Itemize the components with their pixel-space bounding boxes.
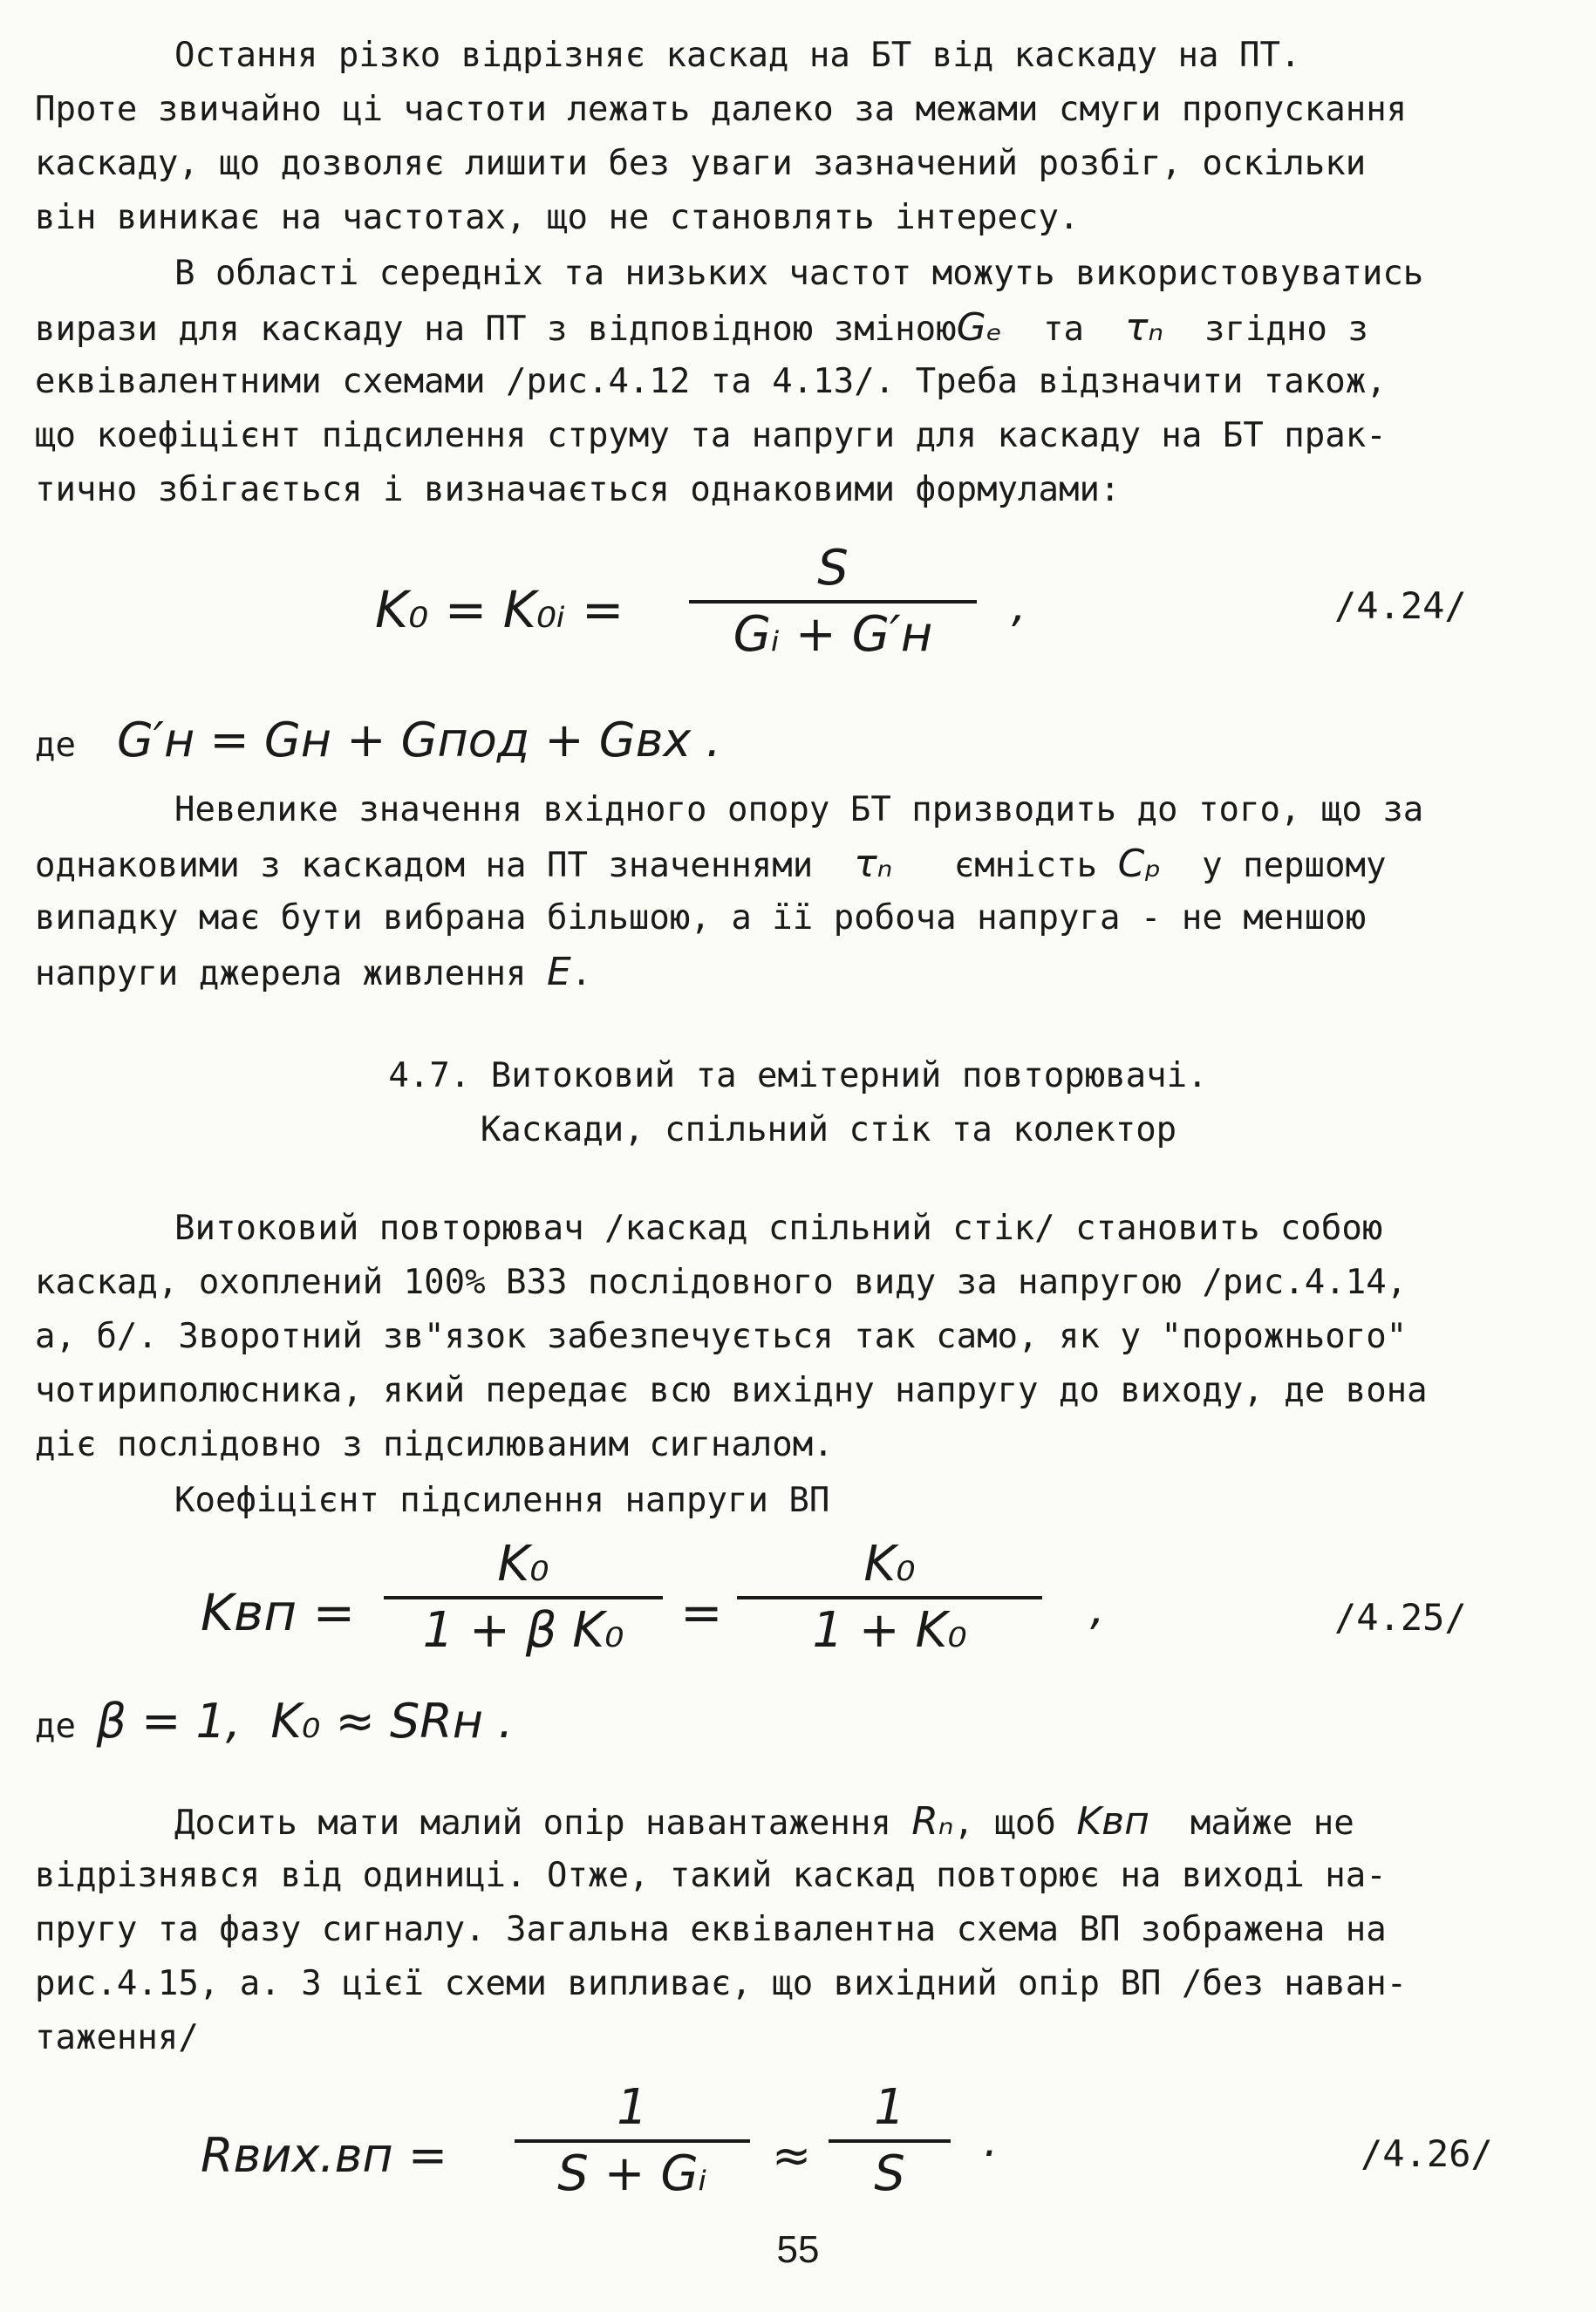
where-label: де: [35, 726, 76, 765]
where-line: [35, 1694, 1561, 1749]
eq425-denominator-1: 1 + β K₀: [422, 1602, 624, 1659]
text-line: каскад, охоплений 100% ВЗЗ послідовного виду за напругою /рис.4.14,: [35, 1263, 1408, 1302]
text-line: випадку має бути вибрана більшою, а її робоча напруга - не меншою: [35, 898, 1367, 938]
eq424-tail: ,: [1012, 580, 1026, 632]
eq425-numerator-1: K₀: [497, 1536, 549, 1592]
eq425-fraction-1: [384, 1537, 663, 1659]
eq426-fraction-2: [829, 2080, 951, 2202]
symbol-tau-n: τₙ: [854, 842, 893, 886]
text-fragment: Досить мати малий опір навантаження: [174, 1804, 891, 1843]
text-line: еквівалентними схемами /рис.4.12 та 4.13/. Треба відзначити також,: [35, 362, 1387, 401]
eq426-tail: ·: [981, 2128, 996, 2180]
fraction-bar: [689, 600, 977, 604]
text-line: В області середніх та низьких частот можуть використовуватись: [174, 254, 1424, 293]
eq425-fraction-2: [737, 1537, 1042, 1659]
text-fragment: вирази для каскаду на ПТ з відповідною зміною: [35, 310, 957, 349]
symbol-E: E: [547, 950, 571, 994]
text-line: що коефіцієнт підсилення струму та напруги для каскаду на БТ прак-: [35, 416, 1387, 455]
text-line: [35, 1801, 1596, 1845]
eq425-equals: =: [680, 1583, 723, 1642]
text-line: таження/: [35, 2018, 199, 2057]
text-line: пругу та фазу сигналу. Загальна еквівалентна схема ВП зображена на: [35, 1910, 1387, 1949]
text-fragment: та: [1043, 310, 1084, 349]
text-fragment: однаковими з каскадом на ПТ значеннями: [35, 846, 814, 885]
eq425-lhs: Kвп =: [201, 1583, 356, 1642]
where-formula-4-24: G′н = Gн + Gпод + Gвх .: [116, 713, 721, 767]
symbol-Kvp: Kвп: [1076, 1799, 1149, 1844]
where-line: [35, 713, 1561, 767]
eq426-lhs: Rвих.вп =: [201, 2128, 448, 2183]
text-line: тично збігається і визначається однаковими формулами:: [35, 470, 1121, 509]
fraction-bar: [384, 1596, 663, 1599]
symbol-Rn: Rₙ: [911, 1799, 954, 1844]
eq426-numerator-1: 1: [617, 2079, 648, 2136]
text-line: рис.4.15, а. З цієї схеми випливає, що вихідний опір ВП /без наван-: [35, 1964, 1408, 2003]
symbol-Ge: Gₑ: [956, 305, 1003, 350]
eq424-numerator: S: [817, 540, 849, 597]
eq426-denominator-2: S: [874, 2145, 905, 2202]
text-line: діє послідовно з підсилюваним сигналом.: [35, 1425, 834, 1464]
eq426-denominator-1: S + Gᵢ: [557, 2145, 707, 2202]
text-line: а, б/. Зворотний зв"язок забезпечується так само, як у "порожнього": [35, 1317, 1408, 1356]
text-line: він виникає на частотах, що не становлять інтересу.: [35, 198, 1080, 237]
text-fragment: , щоб: [953, 1804, 1056, 1843]
text-line: Остання різко відрізняє каскад на БТ від каскаду на ПТ.: [174, 36, 1301, 75]
text-fragment: майже не: [1190, 1804, 1354, 1843]
eq424-fraction: [689, 541, 977, 663]
text-line: чотириполюсника, який передає всю вихідну напругу до виходу, де вона: [35, 1371, 1428, 1410]
text-line: Проте звичайно ці частоти лежать далеко за межами смуги пропускання: [35, 90, 1408, 129]
symbol-tau-n: τₙ: [1124, 305, 1164, 350]
text-fragment: напруги джерела живлення: [35, 954, 527, 993]
text-line: Витоковий повторювач /каскад спільний стік/ становить собою: [174, 1209, 1383, 1248]
eq426-numerator-2: 1: [874, 2079, 905, 2136]
eq426-fraction-1: [515, 2080, 750, 2202]
section-subheading: Каскади, спільний стік та колектор: [480, 1110, 1177, 1149]
fraction-bar: [515, 2139, 750, 2143]
text-line: Коефіцієнт підсилення напруги ВП: [174, 1481, 830, 1520]
text-line: напруги джерела живлення E.: [35, 950, 592, 994]
text-line: [35, 307, 1561, 351]
page-number: 55: [776, 2228, 820, 2271]
text-fragment: згідно з: [1204, 310, 1368, 349]
text-line: каскаду, що дозволяє лишити без уваги зазначений розбіг, оскільки: [35, 144, 1367, 183]
eq425-tail: ,: [1090, 1583, 1105, 1635]
text-line: відрізнявся від одиниці. Отже, такий каскад повторює на виході на-: [35, 1856, 1387, 1895]
eq426-approx: ≈: [772, 2128, 812, 2183]
eq424-denominator: Gᵢ + G′н: [733, 606, 933, 663]
eq424-lhs: K₀ = K₀ᵢ =: [375, 580, 624, 639]
equation-number-4-26: /4.26/: [1361, 2132, 1493, 2175]
where-label: де: [35, 1707, 76, 1746]
equation-number-4-24: /4.24/: [1334, 584, 1467, 627]
where-formula-4-25: β = 1, K₀ ≈ SRн .: [96, 1694, 514, 1749]
section-heading: 4.7. Витоковий та емітерний повторювачі.: [388, 1056, 1208, 1095]
fraction-bar: [737, 1596, 1042, 1599]
text-line: [35, 843, 1561, 887]
fraction-bar: [829, 2139, 951, 2143]
text-fragment: у першому: [1202, 846, 1387, 885]
eq425-numerator-2: K₀: [863, 1536, 916, 1592]
text-line: Невелике значення вхідного опору БТ призводить до того, що за: [174, 790, 1424, 829]
eq425-denominator-2: 1 + K₀: [812, 1602, 967, 1659]
symbol-Cp: Cₚ: [1117, 842, 1162, 886]
equation-number-4-25: /4.25/: [1334, 1596, 1467, 1639]
text-fragment: ємність: [953, 846, 1098, 885]
